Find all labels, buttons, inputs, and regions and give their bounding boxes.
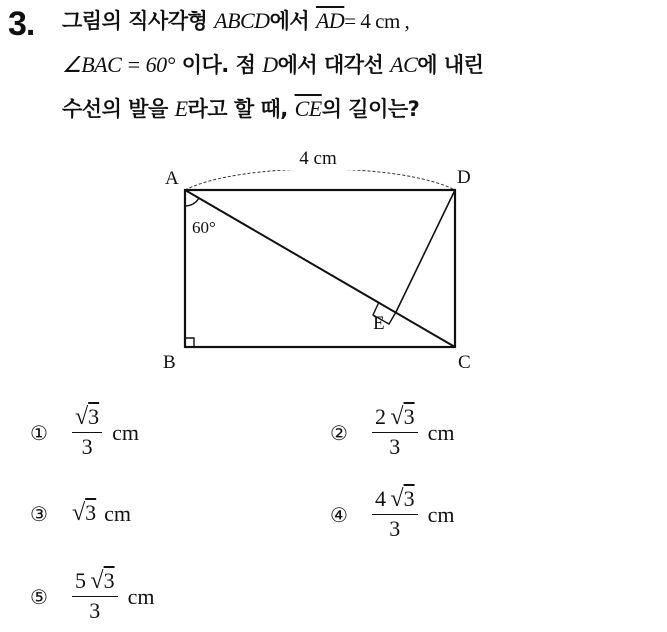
sqrt-symbol-icon: √ bbox=[90, 568, 104, 594]
fraction-numerator bbox=[372, 404, 418, 433]
question-text: 라고 할 때, bbox=[187, 97, 295, 121]
radicand: 3 bbox=[403, 486, 415, 511]
rectangle-figure bbox=[150, 140, 490, 380]
vertex-label-b: B bbox=[163, 352, 176, 373]
fraction-denominator: 3 bbox=[89, 598, 101, 623]
coefficient: 5 bbox=[75, 568, 86, 593]
radicand: 3 bbox=[85, 500, 97, 525]
sqrt-symbol-icon: √ bbox=[72, 500, 86, 526]
point-e: E bbox=[174, 96, 188, 121]
question-text: 수선의 발을 bbox=[62, 97, 175, 121]
diagonal-ac-line bbox=[185, 190, 455, 347]
choice-fraction bbox=[72, 568, 118, 625]
question-line-1 bbox=[62, 6, 409, 36]
fraction-numerator bbox=[72, 568, 118, 597]
angle-arc-a bbox=[185, 198, 199, 206]
question-text: 의 길이는? bbox=[321, 97, 420, 121]
diagonal-ac: AC bbox=[390, 52, 418, 77]
question-text: 에서 bbox=[269, 9, 316, 33]
choice-mark-4: ④ bbox=[330, 502, 348, 527]
choice-fraction bbox=[372, 486, 418, 543]
top-length-label: 4 cm bbox=[299, 148, 337, 169]
choice-mark-1: ① bbox=[30, 420, 48, 445]
fraction-numerator bbox=[72, 404, 102, 433]
unit-label: cm bbox=[427, 501, 455, 527]
choice-mark-5: ⑤ bbox=[30, 584, 48, 609]
angle-label: 60° bbox=[192, 218, 216, 237]
sqrt-symbol-icon: √ bbox=[390, 486, 404, 512]
choice-3[interactable] bbox=[30, 500, 131, 527]
vertex-label-d: D bbox=[457, 167, 471, 188]
segment-ce: $\overline{CE}$ bbox=[294, 96, 322, 121]
segment-ad: $\overline{AD}$ bbox=[315, 8, 345, 33]
choice-4[interactable] bbox=[330, 486, 454, 543]
choice-2[interactable] bbox=[330, 404, 454, 461]
sqrt-symbol-icon: √ bbox=[390, 404, 404, 430]
choice-1[interactable] bbox=[30, 404, 139, 461]
fraction-numerator bbox=[372, 486, 418, 515]
question-text: 이다. 점 bbox=[174, 53, 263, 77]
question-text: 그림의 직사각형 bbox=[62, 9, 215, 33]
vertex-label-e: E bbox=[373, 313, 385, 334]
radicand: 3 bbox=[403, 404, 415, 429]
coefficient: 2 bbox=[375, 404, 386, 429]
coefficient: 4 bbox=[375, 486, 386, 511]
radicand: 3 bbox=[88, 404, 100, 429]
unit-label: cm bbox=[112, 419, 140, 445]
point-d: D bbox=[262, 52, 278, 77]
unit-label: cm bbox=[127, 583, 155, 609]
fraction-denominator: 3 bbox=[389, 434, 401, 459]
unit-label: cm bbox=[104, 500, 132, 526]
sqrt-symbol-icon: √ bbox=[75, 404, 89, 430]
question-number: 3. bbox=[8, 5, 35, 43]
choice-fraction bbox=[72, 404, 102, 461]
choice-mark-2: ② bbox=[330, 420, 348, 445]
vertex-label-c: C bbox=[458, 352, 471, 373]
fraction-denominator: 3 bbox=[389, 516, 401, 541]
vertex-label-a: A bbox=[165, 168, 179, 189]
choice-fraction bbox=[372, 404, 418, 461]
question-line-2 bbox=[62, 50, 483, 80]
perpendicular-de bbox=[396, 190, 455, 312]
question-text: 에 내린 bbox=[417, 53, 484, 77]
fraction-denominator: 3 bbox=[81, 434, 93, 459]
question-line-3 bbox=[62, 94, 419, 124]
right-angle-mark-b bbox=[185, 338, 194, 347]
length-value: = 4 cm , bbox=[344, 9, 410, 33]
choice-5[interactable] bbox=[30, 568, 154, 625]
rectangle-name: ABCD bbox=[214, 8, 270, 33]
question-text: 에서 대각선 bbox=[277, 53, 391, 77]
unit-label: cm bbox=[427, 419, 455, 445]
radicand: 3 bbox=[103, 568, 115, 593]
angle-condition: ∠BAC = 60° bbox=[62, 52, 175, 77]
choice-radical bbox=[72, 500, 96, 527]
top-length-arc bbox=[185, 169, 455, 190]
choice-mark-3: ③ bbox=[30, 501, 48, 526]
